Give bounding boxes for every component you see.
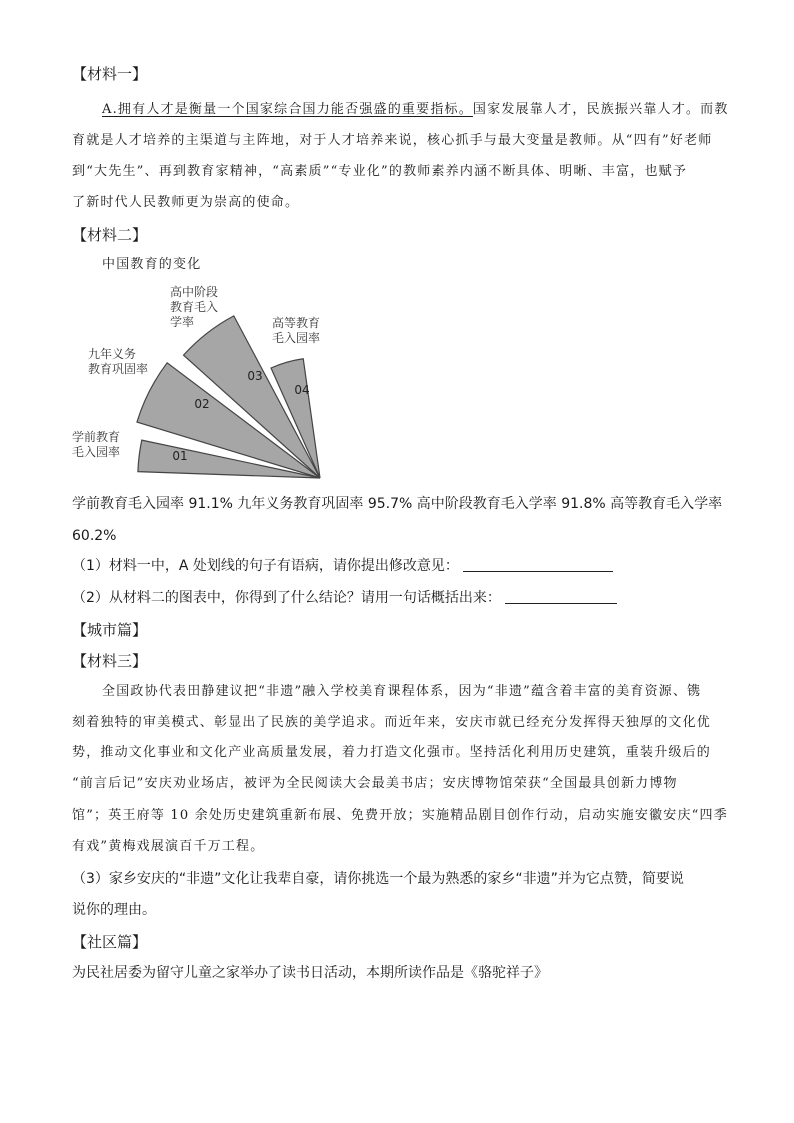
material-3-line-1: 全国政协代表田静建议把“非遗”融入学校美育课程体系，因为“非遗”蕴含着丰富的美育资源、镌 (102, 684, 702, 699)
material-1-line-2: 育就是人才培养的主渠道与主阵地，对于人才培养来说，核心抓手与最大变量是教师。从“四有”好老师 (72, 133, 713, 148)
question-1-text: （1）材料一中，A 处划线的句子有语病，请你提出修改意见： (72, 558, 459, 574)
material-1-line-1 (102, 100, 729, 120)
material-3-line-6: 有戏”黄梅戏展演百千万工程。 (72, 839, 265, 854)
sector-label-03: 高中阶段教育毛入学率 (170, 285, 219, 329)
stats-line-1: 学前教育毛入园率 91.1% 九年义务教育巩固率 95.7% 高中阶段教育毛入学率 91.8% 高等教育毛入学率 (72, 496, 723, 512)
material-3-line-3: 势，推动文化事业和文化产业高质量发展，着力打造文化强市。坚持活化利用历史建筑，重装升级后的 (72, 745, 712, 760)
question-1-answer-blank[interactable] (463, 557, 613, 572)
material-2-header: 【材料二】 (72, 226, 148, 244)
question-3-line-1: （3）家乡安庆的“非遗”文化让我辈自豪，请你挑选一个最为熟悉的家乡“非遗”并为它点赞，简要说 (72, 871, 684, 887)
education-fan-chart (60, 280, 340, 495)
question-3-line-2: 说你的理由。 (72, 902, 156, 918)
sector-label-04: 高等教育毛入园率 (272, 316, 321, 345)
sector-label-02: 九年义务教育巩固率 (88, 347, 149, 376)
sector-number-01: 01 (172, 449, 188, 463)
sector-number-02: 02 (194, 397, 210, 411)
material-3-line-5: 馆”；英王府等 10 余处历史建筑重新布展、免费开放；实施精品剧目创作行动，启动实施安徽安庆“四季 (72, 808, 728, 823)
material-3-line-2: 刻着独特的审美模式、彰显出了民族的美学追求。而近年来，安庆市就已经充分发挥得天独厚的文化优 (72, 715, 712, 730)
sector-number-03: 03 (247, 369, 263, 383)
question-2 (72, 588, 617, 608)
sector-label-01: 学前教育毛入园率 (72, 430, 121, 459)
underlined-sentence-a: A.拥有人才是衡量一个国家综合国力能否强盛的重要指标。 (102, 102, 473, 117)
material-3-header: 【材料三】 (72, 652, 148, 670)
sector-number-04: 04 (294, 383, 310, 397)
community-line-1: 为民社居委为留守儿童之家举办了读书日活动，本期所读作品是《骆驼祥子》 (72, 965, 548, 981)
material-1-line-4: 了新时代人民教师更为崇高的使命。 (72, 195, 300, 210)
material-1-line-3: 到“大先生”、再到教育家精神，“高素质”“专业化”的教师素养内涵不断具体、明晰、丰富，也赋予 (72, 164, 688, 179)
question-2-answer-blank[interactable] (505, 589, 617, 604)
chart-title: 中国教育的变化 (102, 257, 202, 272)
question-2-text: （2）从材料二的图表中，你得到了什么结论？请用一句话概括出来： (72, 590, 501, 606)
material-1-line-1-rest: 国家发展靠人才，民族振兴靠人才。而教 (472, 102, 729, 117)
question-1 (72, 556, 613, 576)
material-3-line-4: “前言后记”安庆劝业场店，被评为全民阅读大会最美书店；安庆博物馆荣获“全国最具创新力博物 (72, 776, 678, 791)
community-section-header: 【社区篇】 (72, 933, 148, 951)
city-section-header: 【城市篇】 (72, 621, 148, 639)
stats-line-2: 60.2% (72, 528, 117, 544)
material-1-header: 【材料一】 (72, 65, 148, 83)
